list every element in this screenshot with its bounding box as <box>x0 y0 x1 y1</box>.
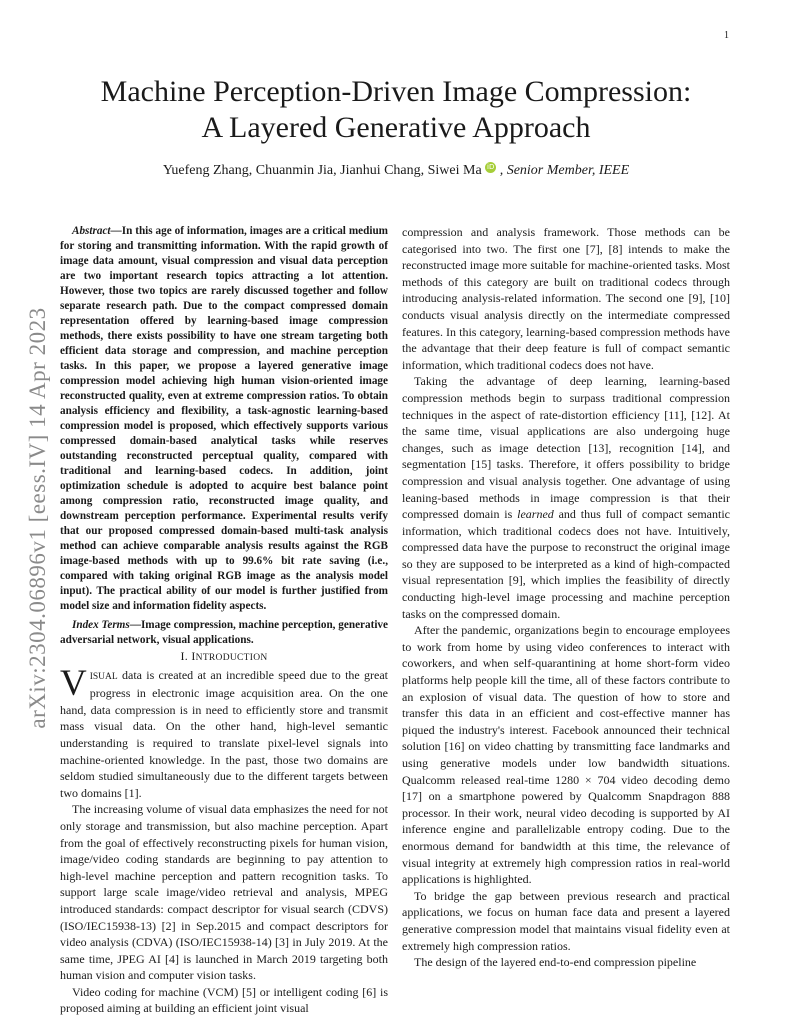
right-p2-emphasis: learned <box>517 507 554 522</box>
arxiv-stamp-text: arXiv:2304.06896v1 [eess.IV] 14 Apr 2023 <box>25 307 50 729</box>
right-paragraph-2 <box>402 373 730 622</box>
section-title-first: I <box>191 649 196 663</box>
index-terms-text: —Image compression, machine perception, generative adversarial network, visual applications. <box>60 619 388 646</box>
intro-p1-text: data is created at an incredible speed due to the great progress in electronic image acquisition area. On the one hand, data compression is in need to efficiently store and transmit mass visual data. On the other hand, high-level semantic understanding is required to translate pixel-level signals into machine-oriented knowledge. In the past, those two domains are seldom studied simultaneously due to the different targets between two domains [1]. <box>60 667 388 800</box>
page-number: 1 <box>724 30 729 41</box>
index-terms <box>60 618 388 648</box>
section-heading <box>60 648 388 667</box>
abstract-text: —In this age of information, images are a critical medium for storing and transmitting information. With the rapid growth of image data amount, visual compression and visual data perception are two important research topics attracting a lot attention. However, those two topics are rarely discussed together and follow separate research path. Due to the compact compressed domain representation offered by learning-based image compression methods, there exists possibility to have one stream targeting both efficient data storage and compression, and machine perception tasks. In this paper, we propose a layered generative image compression model achieving high human vision-oriented image reconstructed quality, even at extreme compression ratios. To obtain analysis efficiency and flexibility, a task-agnostic learning-based compression model is proposed, which effectively supports various compressed domain-based analytical tasks while reserves outstanding reconstructed perceptual quality, compared with traditional and learning-based codecs. In addition, joint optimization schedule is adopted to acquire best balance point among compression ratio, reconstructed image quality, and downstream perception performance. Experimental results verify that our proposed compressed domain-based multi-task analysis method can achieve comparable analysis results against the RGB image-based methods with up to 99.6% bit rate saving (i.e., compared with taking original RGB image as the analysis model input). The practical ability of our model is further justified from model size and information fidelity aspects. <box>60 225 388 612</box>
arxiv-stamp <box>20 268 56 768</box>
intro-paragraph-3: Video coding for machine (VCM) [5] or intelligent coding [6] is proposed aiming at building an efficient joint visual <box>60 984 388 1016</box>
right-paragraph-5: The design of the layered end-to-end compression pipeline <box>414 955 697 970</box>
title-line-2: A Layered Generative Approach <box>201 111 591 144</box>
section-title-rest: NTRODUCTION <box>195 653 268 663</box>
right-column <box>402 224 730 971</box>
right-paragraph-4: To bridge the gap between previous research and practical applications, we focus on human face data and present a layered generative compression model that maintains visual fidelity even at extremely high compression ratios. <box>402 888 730 953</box>
dropcap: V <box>60 662 87 704</box>
abstract-lead: Abstract <box>72 225 111 237</box>
right-p2-part-a: Taking the advantage of deep learning, learning-based compression methods begin to surpass traditional compression techniques in the aspect of rate-distortion efficiency [11], [12]. At the same time, visual applications are also undergoing huge changes, such as image detection [13], recognition [14], and segmentation [15] tasks. Therefore, it offers possibility to bridge compression and visual analysis together. One advantage of using leaning-based methods in image compression is that their compressed domain is <box>402 374 730 522</box>
intro-caps: ISUAL <box>89 671 118 682</box>
right-p2-part-b: and thus full of compact semantic information, which traditional codecs does not have. Intuitively, compressed data have the purpose to reconstruct the original image so they are supposed to be interpreted as a kind of high-compacted visual representation [9], which implies the feasibility of directly conducting high-level image processing and machine perception tasks on the compressed domain. <box>402 507 730 621</box>
left-column <box>60 224 388 1017</box>
abstract <box>60 224 388 614</box>
paper-title <box>70 74 722 146</box>
author-list <box>70 162 722 179</box>
right-paragraph-1: compression and analysis framework. Those methods can be categorised into two. The first one [7], [8] intends to make the reconstructed image more suitable for machine-oriented tasks. Most methods of this category are built on traditional codecs through introducing analysis-related information. The second one [9], [10] conducts visual analysis directly on the intermediate compressed features. In this category, learning-based compression methods have the advantage that their deep feature is full of compact semantic information, which traditional codecs does not have. <box>402 225 730 372</box>
intro-paragraph-1 <box>60 662 388 802</box>
index-terms-lead: Index Terms <box>72 619 130 631</box>
author-names: Yuefeng Zhang, Chuanmin Jia, Jianhui Chang, Siwei Ma <box>162 163 482 178</box>
orcid-icon[interactable]: iD <box>487 163 495 171</box>
title-line-1: Machine Perception-Driven Image Compression: <box>100 75 692 108</box>
author-suffix: , Senior Member, IEEE <box>499 163 630 178</box>
intro-paragraph-2: The increasing volume of visual data emphasizes the need for not only storage and transmission, but also machine perception. Apart from the goal of effectively reconstructing pixels for human vision, image/video coding standards are beginning to pay attention to high-level machine perception and pattern recognition tasks. To support large scale image/video retrieval and analysis, MPEG introduced standards: compact descriptor for visual search (CDVS) (ISO/IEC15938-13) [2] in Sep.2015 and compact descriptors for video analysis (CDVA) (ISO/IEC15938-14) [3] in July 2019. At the same time, JPEG AI [4] is launched in March 2019 targeting both human vision and computer vision tasks. <box>60 802 388 983</box>
section-number: I. <box>180 649 189 663</box>
right-paragraph-3: After the pandemic, organizations begin to encourage employees to work from home by using video conferences to interact with coworkers, and when self-quarantining at home short-form video platforms help people kill the time, all of these factors contribute to an explosion of visual data. The question of how to store and transfer this data in an efficient and cost-effective manner has piqued the industry's interest. Facebook announced their technical solution [16] on video chatting by transmitting face landmarks and using generative models under low bandwidth situations. Qualcomm released real-time 1280 × 704 video decoding demo [17] on a smartphone powered by Qualcomm Snapdragon 888 processor. In their work, neural video decoding is supported by AI inference engine and parallelizable entropy coding. Due to the enormous demand for bandwidth at this time, the relevance of visual integrity at extremely high compression ratios in real-world applications is highlighted. <box>402 623 730 887</box>
